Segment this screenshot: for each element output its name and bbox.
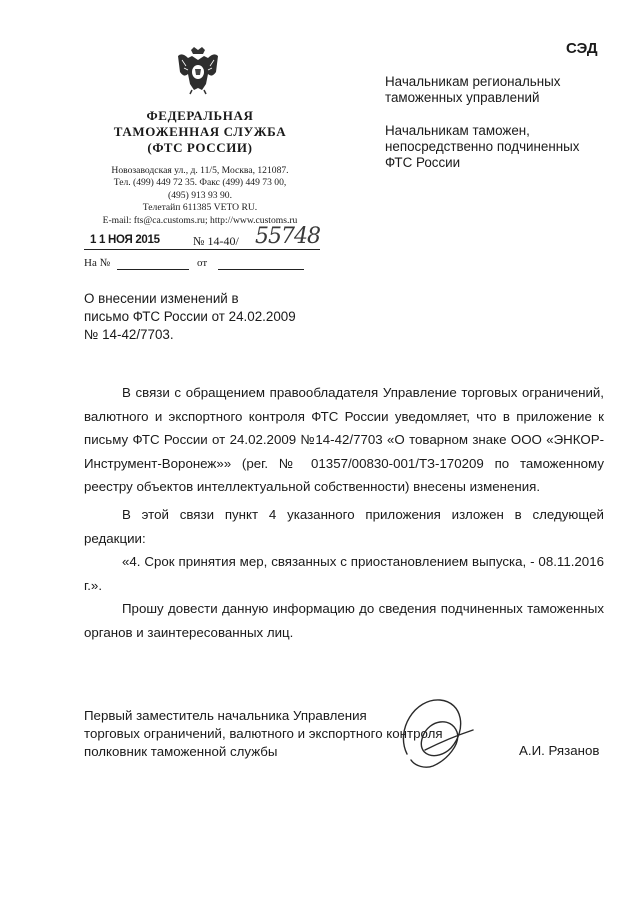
org-line: ФЕДЕРАЛЬНАЯ xyxy=(146,108,254,123)
reference-number-label: На № xyxy=(84,257,111,269)
reference-number-blank xyxy=(117,269,189,270)
signatory-title-line: полковник таможенной службы xyxy=(84,744,278,759)
org-line: (ФТС РОССИИ) xyxy=(147,140,253,155)
addressees xyxy=(385,74,615,188)
addressee: Начальникам таможен, непосредственно подчиненных ФТС России xyxy=(385,123,580,170)
address-line: E-mail: fts@ca.customs.ru; http://www.customs.ru xyxy=(102,214,298,226)
organization-name xyxy=(70,108,330,156)
registration-number-handwritten: 55748 xyxy=(255,224,320,249)
registration-number-prefix: № 14-40/ xyxy=(193,234,239,248)
coat-of-arms-icon xyxy=(174,44,222,96)
signatory-title-line: торговых ограничений, валютного и экспортного контроля xyxy=(84,726,443,741)
signatory-name: А.И. Рязанов xyxy=(519,743,600,758)
body-paragraph: В связи с обращением правообладателя Управление торговых ограничений, валютного и экспортного контроля ФТС России уведомляет, что в приложение к письму ФТС России от 24.02.2009 №14-42/7703 «О товарном знаке ООО «ЭНКОР-Инструмент-Воронеж»» (рег. № 01357/00830-001/ТЗ-170209 по таможенному реестру объектов интеллектуальной собственности) внесены изменения. xyxy=(84,385,604,495)
org-line: ТАМОЖЕННАЯ СЛУЖБА xyxy=(113,124,287,139)
body-paragraph-quote: «4. Срок принятия мер, связанных с приостановлением выпуска, - 08.11.2016 г.». xyxy=(84,554,604,593)
registration-date-stamp: 1 1 НОЯ 2015 xyxy=(90,234,160,246)
address-line: (495) 913 93 90. xyxy=(168,189,232,201)
address-line: Тел. (499) 449 72 35. Факс (499) 449 73 00, xyxy=(113,177,287,189)
letter-subject: О внесении изменений в письмо ФТС России от 24.02.2009 № 14-42/7703. xyxy=(84,291,296,342)
body-paragraph: Прошу довести данную информацию до сведения подчиненных таможенных органов и заинтересованных лиц. xyxy=(84,601,604,640)
addressee: Начальникам региональных таможенных управлений xyxy=(385,74,561,105)
handwritten-signature-icon xyxy=(385,690,480,770)
address-line: Телетайп 611385 VETO RU. xyxy=(142,202,258,214)
reference-date-blank xyxy=(218,269,304,270)
address-line: Новозаводская ул., д. 11/5, Москва, 121087. xyxy=(111,165,289,176)
body-paragraph: В этой связи пункт 4 указанного приложения изложен в следующей редакции: xyxy=(84,506,604,546)
document-mark: СЭД xyxy=(566,40,598,57)
organization-address xyxy=(60,165,340,227)
reference-date-label: от xyxy=(197,257,208,269)
letter-body xyxy=(84,381,604,645)
signatory-title-line: Первый заместитель начальника Управления xyxy=(84,708,367,723)
